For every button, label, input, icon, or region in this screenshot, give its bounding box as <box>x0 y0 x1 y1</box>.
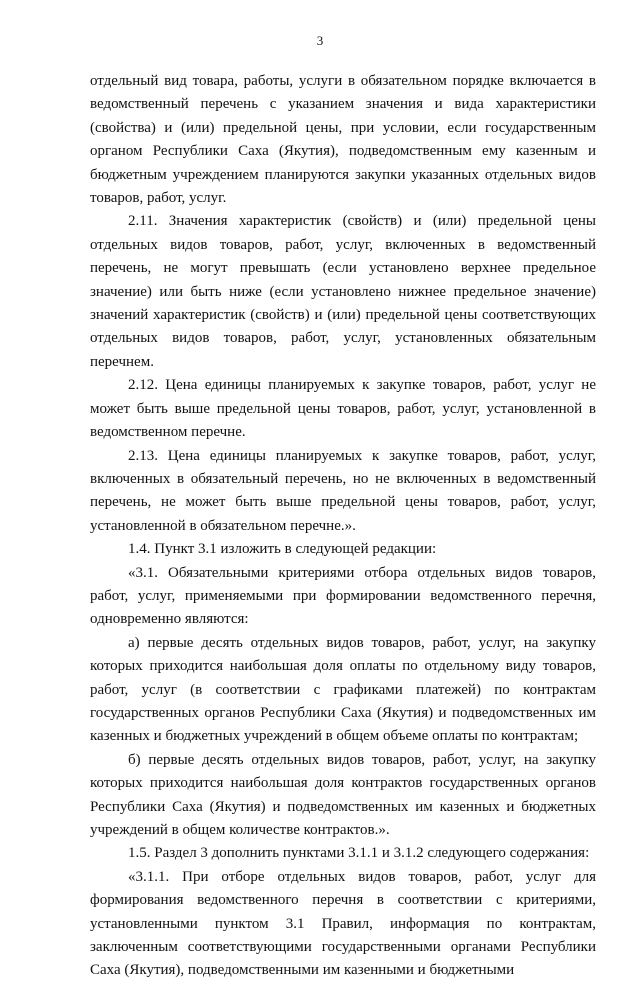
paragraph: б) первые десять отдельных видов товаров, работ, услуг, на закупку которых приходится наибольшая доля контрактов государственных органов Республики Саха (Якутия) и подведомственных им казенных и бюджетных учреждений в общем количестве контрактов.». <box>90 751 596 838</box>
document-body <box>90 70 596 983</box>
paragraph: а) первые десять отдельных видов товаров, работ, услуг, на закупку которых приходится наибольшая доля оплаты по отдельному виду товаров, работ, услуг (в соответствии с графиками платежей) по контрактам государственных органов Республики Саха (Якутия) и подведомственных им казенных и бюджетных учреждений в общем объеме оплаты по контрактам; <box>90 634 596 745</box>
page-number: 3 <box>316 33 324 48</box>
paragraph: 2.12. Цена единицы планируемых к закупке товаров, работ, услуг не может быть выше предельной цены товаров, работ, услуг, установленной в ведомственном перечне. <box>90 377 596 441</box>
paragraph: 2.13. Цена единицы планируемых к закупке товаров, работ, услуг, включенных в обязательный перечень, но не включенных в ведомственный перечень, не может быть выше предельной цены товаров, работ, услуг, установленной в обязательном перечне.». <box>90 447 596 534</box>
paragraph: «3.1.1. При отборе отдельных видов товаров, работ, услуг для формирования ведомственного перечня в соответствии с критериями, установленными пунктом 3.1 Правил, информация по контрактам, заключенным соответствующими государственными органами Республики Саха (Якутия), подведомственными им казенными и бюджетными <box>90 868 596 979</box>
paragraph: отдельный вид товара, работы, услуги в обязательном порядке включается в ведомственный перечень с указанием значения и вида характеристики (свойства) и (или) предельной цены, при условии, если государственным органом Республики Саха (Якутия), подведомственным ему казенным и бюджетным учреждением планируются закупки указанных отдельных видов товаров, работ, услуг. <box>90 73 596 207</box>
paragraph: 2.11. Значения характеристик (свойств) и (или) предельной цены отдельных видов товаров, работ, услуг, включенных в ведомственный перечень, не могут превышать (если установлено верхнее предельное значение) или быть ниже (если установлено нижнее предельное значение) значений характеристик (свойств) и (или) предельной цены соответствующих отдельных видов товаров, работ, услуг, установленных обязательным перечнем. <box>90 213 596 370</box>
paragraph: «3.1. Обязательными критериями отбора отдельных видов товаров, работ, услуг, применяемыми при формировании ведомственного перечня, одновременно являются: <box>90 564 596 628</box>
paragraph: 1.4. Пункт 3.1 изложить в следующей редакции: <box>128 541 437 558</box>
paragraph: 1.5. Раздел 3 дополнить пунктами 3.1.1 и 3.1.2 следующего содержания: <box>128 845 590 862</box>
